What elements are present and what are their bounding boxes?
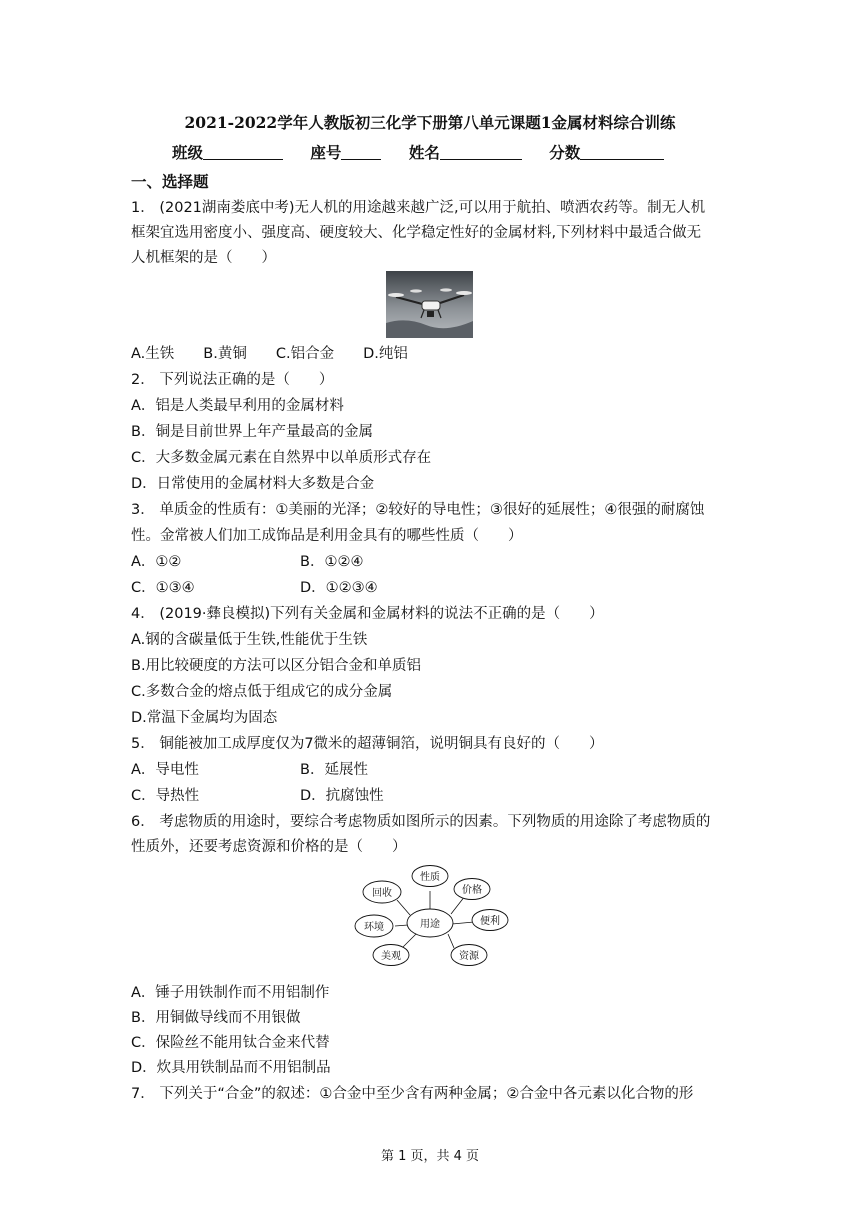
q6-option-a: A．锤子用铁制作而不用铝制作 xyxy=(131,985,330,1001)
section-heading: 一、选择题 xyxy=(131,173,209,191)
class-blank[interactable] xyxy=(203,143,283,160)
q4-option-a: A.钢的含碳量低于生铁,性能优于生铁 xyxy=(131,632,368,648)
q2-stem: 2． 下列说法正确的是（ ） xyxy=(131,372,334,388)
seat-label: 座号 xyxy=(310,144,342,162)
q3-option-c: C．①③④ xyxy=(131,580,195,596)
q3-line2: 性。金常被人们加工成饰品是利用金具有的哪些性质（ ） xyxy=(131,528,523,544)
q2-option-b: B．铜是目前世界上年产量最高的金属 xyxy=(131,424,373,440)
class-label: 班级 xyxy=(172,144,204,162)
q6-line1: 6． 考虑物质的用途时，要综合考虑物质如图所示的因素。下列物质的用途除了考虑物质的 xyxy=(131,814,711,830)
student-info-line xyxy=(172,141,664,163)
q5-option-b: B．延展性 xyxy=(300,762,368,778)
q2-option-d: D．日常使用的金属材料大多数是合金 xyxy=(131,476,375,492)
diagram-node-label: 环境 xyxy=(364,922,384,933)
q1-options: A.生铁 B.黄铜 C.铝合金 D.纯铝 xyxy=(131,346,408,362)
q2-option-a: A．铝是人类最早利用的金属材料 xyxy=(131,398,344,414)
q1-line2: 框架宜选用密度小、强度高、硬度较大、化学稳定性好的金属材料,下列材料中最适合做无 xyxy=(131,225,702,241)
q6-option-b: B．用铜做导线而不用银做 xyxy=(131,1010,301,1026)
page-footer: 第 1 页，共 4 页 xyxy=(380,1149,480,1164)
q5-option-a: A．导电性 xyxy=(131,762,199,778)
q6-option-d: D．炊具用铁制品而不用铝制品 xyxy=(131,1060,331,1076)
diagram-node-label: 性质 xyxy=(420,872,440,883)
diagram-node-label: 资源 xyxy=(459,951,479,962)
diagram-center-label: 用途 xyxy=(420,919,440,930)
factors-diagram xyxy=(350,862,515,972)
name-blank[interactable] xyxy=(440,143,522,160)
seat-blank[interactable] xyxy=(341,143,381,160)
q6-line2: 性质外，还要考虑资源和价格的是（ ） xyxy=(131,839,407,855)
q4-option-d: D.常温下金属均为固态 xyxy=(131,710,278,726)
q4-option-c: C.多数合金的熔点低于组成它的成分金属 xyxy=(131,684,393,700)
q3-option-b: B．①②④ xyxy=(300,554,364,570)
score-label: 分数 xyxy=(549,144,581,162)
q3-option-a: A．①② xyxy=(131,554,182,570)
q7-line1: 7． 下列关于“合金”的叙述：①合金中至少含有两种金属；②合金中各元素以化合物的形 xyxy=(131,1086,694,1102)
q5-option-c: C．导热性 xyxy=(131,788,200,804)
q1-line1: 1． (2021湖南娄底中考)无人机的用途越来越广泛,可以用于航拍、喷洒农药等。制无人机 xyxy=(131,200,706,216)
document-title: 2021-2022学年人教版初三化学下册第八单元课题1金属材料综合训练 xyxy=(184,113,676,132)
q2-option-c: C．大多数金属元素在自然界中以单质形式存在 xyxy=(131,450,432,466)
q4-stem: 4． (2019·彝良模拟)下列有关金属和金属材料的说法不正确的是（ ） xyxy=(131,606,604,622)
name-label: 姓名 xyxy=(408,144,440,162)
diagram-node-label: 美观 xyxy=(381,951,401,962)
score-blank[interactable] xyxy=(580,143,664,160)
diagram-node-label: 便利 xyxy=(480,916,500,927)
q1-line3: 人机框架的是（ ） xyxy=(131,250,276,266)
diagram-node-label: 回收 xyxy=(372,888,392,899)
q4-option-b: B.用比较硬度的方法可以区分铝合金和单质铝 xyxy=(131,658,422,674)
diagram-node-label: 价格 xyxy=(462,885,482,896)
q5-stem: 5． 铜能被加工成厚度仅为7微米的超薄铜箔，说明铜具有良好的（ ） xyxy=(131,736,604,752)
q3-line1: 3． 单质金的性质有：①美丽的光泽；②较好的导电性；③很好的延展性；④很强的耐腐蚀 xyxy=(131,502,705,518)
q5-option-d: D．抗腐蚀性 xyxy=(300,788,384,804)
drone-photo xyxy=(386,271,473,338)
q6-option-c: C．保险丝不能用钛合金来代替 xyxy=(131,1035,330,1051)
q3-option-d: D．①②③④ xyxy=(300,580,378,596)
